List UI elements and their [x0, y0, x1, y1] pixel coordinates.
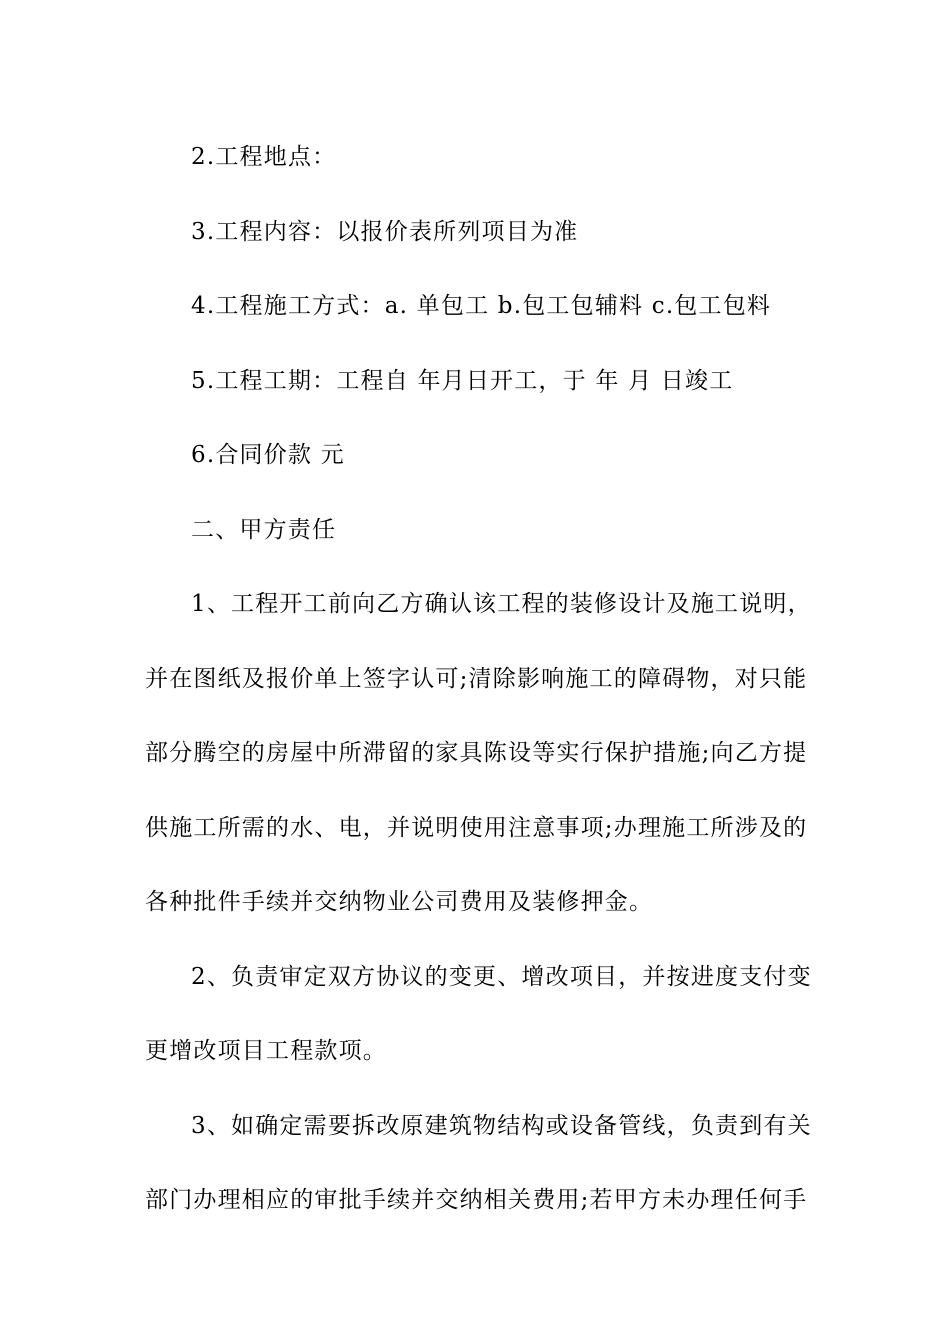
paragraph-construction-method: 4.工程施工方式：a. 单包工 b.包工包辅料 c.包工包料 — [191, 293, 772, 319]
section-heading-party-a-responsibilities: 二、甲方责任 — [191, 516, 337, 543]
paragraph-party-a-item-2: 2、负责审定双方协议的变更、增改项目，并按进度支付变更增改项目工程款项。 — [145, 963, 812, 1064]
paragraph-party-a-item-1: 1、工程开工前向乙方确认该工程的装修设计及施工说明，并在图纸及报价单上签字认可;清除影响施工的障碍物，对只能部分腾空的房屋中所滞留的家具陈设等实行保护措施;向乙方提供施工所需的水、电，并说明使用注意事项;办理施工所涉及的各种批件手续并交纳物业公司费用及装修押金。 — [145, 591, 812, 915]
paragraph-contract-price: 6.合同价款 元 — [191, 442, 345, 468]
paragraph-party-a-item-3: 3、如确定需要拆改原建筑物结构或设备管线，负责到有关部门办理相应的审批手续并交纳相关费用;若甲方未办理任何手 — [145, 1112, 812, 1213]
paragraph-project-location: 2.工程地点： — [191, 144, 337, 170]
paragraph-construction-period: 5.工程工期：工程自 年月日开工，于 年 月 日竣工 — [191, 367, 734, 394]
paragraph-project-content: 3.工程内容：以报价表所列项目为准 — [191, 218, 579, 245]
document-body — [145, 120, 815, 1238]
